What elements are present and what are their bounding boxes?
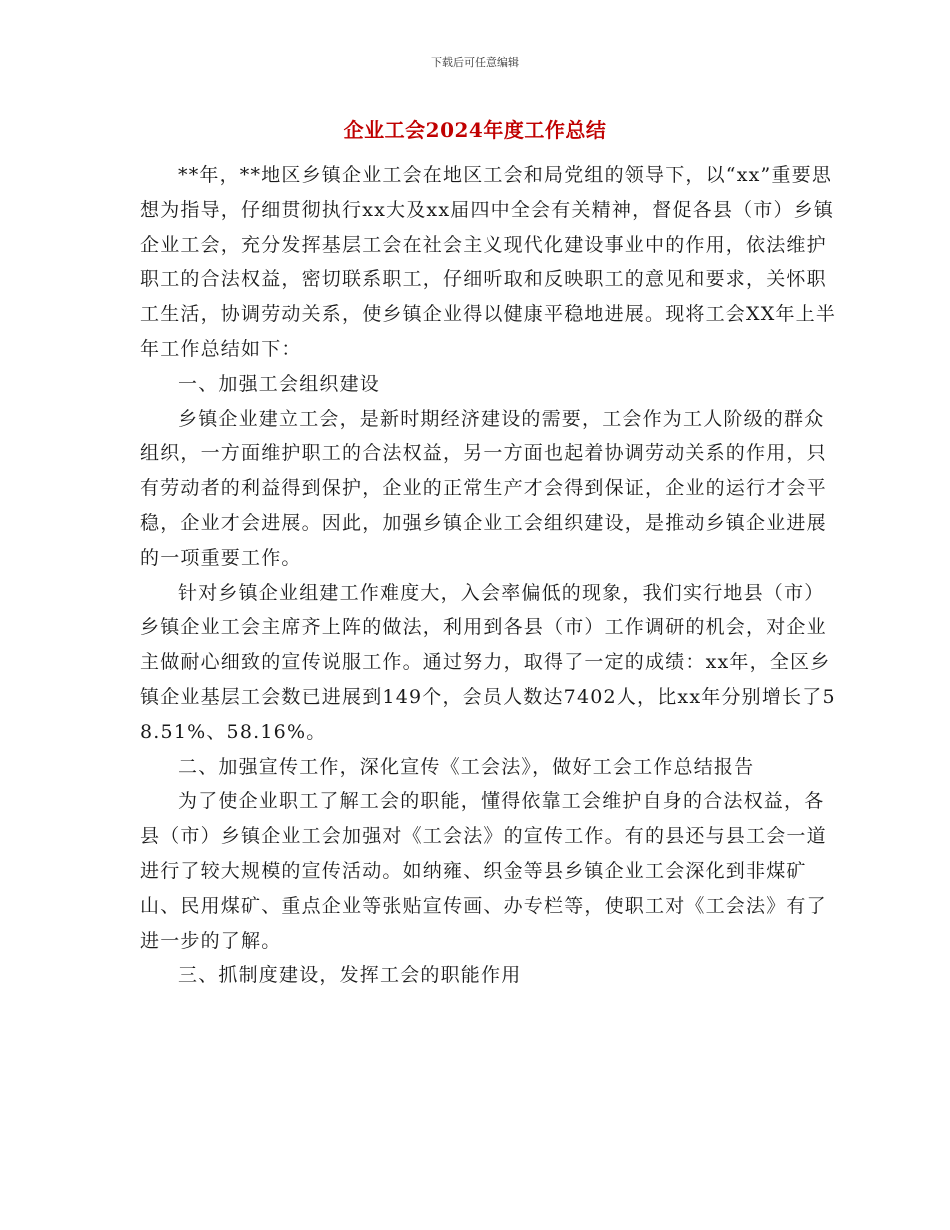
section-heading-3: 三、抓制度建设，发挥工会的职能作用: [178, 964, 522, 987]
section-2-paragraph-1: 为了使企业职工了解工会的职能，懂得依靠工会维护自身的合法权益，各县（市）乡镇企业工会加强对《工会法》的宣传工作。有的县还与县工会一道进行了较大规模的宣传活动。如纳雍、织金等县乡镇企业工会深化到非煤矿山、民用煤矿、重点企业等张贴宣传画、办专栏等，使职工对《工会法》有了进一步的了解。: [140, 790, 827, 952]
section-heading-2: 二、加强宣传工作，深化宣传《工会法》，做好工会工作总结报告: [178, 755, 755, 778]
document-title: 企业工会2024年度工作总结: [343, 118, 607, 142]
section-1-paragraph-1: 乡镇企业建立工会，是新时期经济建设的需要，工会作为工人阶级的群众组织，一方面维护职工的合法权益，另一方面也起着协调劳动关系的作用，只有劳动者的利益得到保护，企业的正常生产才会得到保证，企业的运行才会平稳，企业才会进展。因此，加强乡镇企业工会组织建设，是推动乡镇企业进展的一项重要工作。: [140, 407, 827, 569]
section-heading-1: 一、加强工会组织建设: [178, 372, 381, 395]
section-1-paragraph-2: 针对乡镇企业组建工作难度大，入会率偏低的现象，我们实行地县（市）乡镇企业工会主席齐上阵的做法，利用到各县（市）工作调研的机会，对企业主做耐心细致的宣传说服工作。通过努力，取得了一定的成绩：xx年，全区乡镇企业基层工会数已进展到149个，会员人数达7402人，比xx年分别增长了58.51%、58.16%。: [140, 581, 836, 743]
intro-paragraph: **年，**地区乡镇企业工会在地区工会和局党组的领导下，以“xx”重要思想为指导，仔细贯彻执行xx大及xx届四中全会有关精神，督促各县（市）乡镇企业工会，充分发挥基层工会在社会主义现代化建设事业中的作用，依法维护职工的合法权益，密切联系职工，仔细听取和反映职工的意见和要求，关怀职工生活，协调劳动关系，使乡镇企业得以健康平稳地进展。现将工会XX年上半年工作总结如下：: [140, 164, 837, 360]
document-body: [140, 158, 840, 993]
header-note: 下载后可任意编辑: [431, 56, 519, 69]
